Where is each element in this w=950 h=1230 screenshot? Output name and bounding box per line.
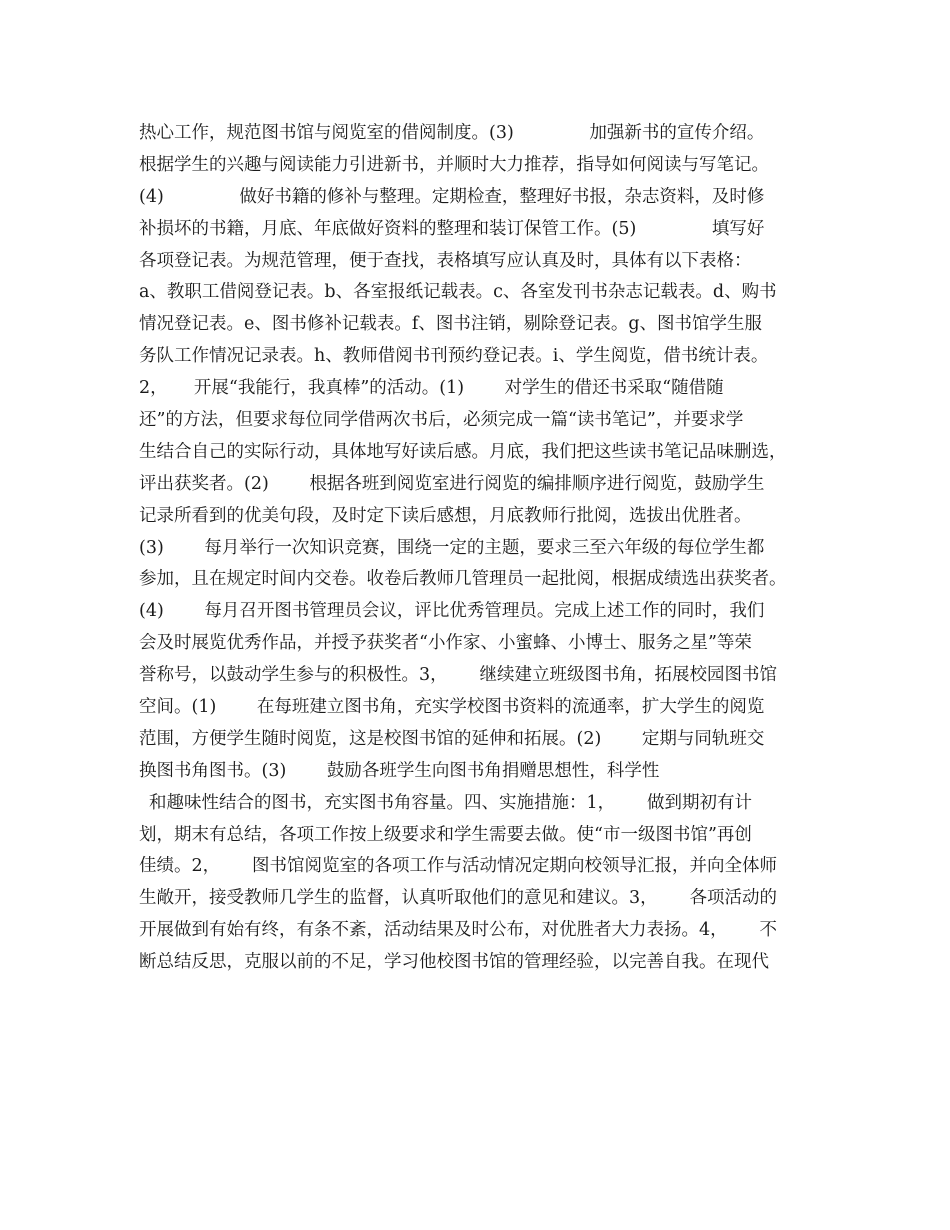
text-line: 佳绩。2， 图书馆阅览室的各项工作与活动情况定期向校领导汇报，并向全体师 xyxy=(139,856,777,877)
text-line: 根据学生的兴趣与阅读能力引进新书，并顺时大力推荐，指导如何阅读与写笔记。 xyxy=(139,154,769,175)
text-line: 评出获奖者。(2) 根据各班到阅览室进行阅览的编排顺序进行阅览，鼓励学生 xyxy=(139,473,765,494)
text-line: (4) 每月召开图书管理员会议，评比优秀管理员。完成上述工作的同时，我们 xyxy=(139,601,765,622)
text-line: 和趣味性结合的图书，充实图书角容量。四、实施措施：1， 做到期初有计 xyxy=(149,792,752,813)
text-line: 换图书角图书。(3) 鼓励各班学生向图书角捐赠思想性，科学性 xyxy=(139,760,660,781)
text-line: 情况登记表。e、图书修补记载表。f、图书注销，剔除登记表。g、图书馆学生服 xyxy=(139,314,763,335)
text-line: 生敞开，接受教师几学生的监督，认真听取他们的意见和建议。3， 各项活动的 xyxy=(139,888,777,909)
text-line: 热心工作，规范图书馆与阅览室的借阅制度。(3) 加强新书的宣传介绍。 xyxy=(139,123,765,143)
text-line: 补损坏的书籍，月底、年底做好资料的整理和装订保管工作。(5) 填写好 xyxy=(139,218,765,239)
text-line: 断总结反思，克服以前的不足，学习他校图书馆的管理经验，以完善自我。在现代 xyxy=(139,952,769,973)
text-line: 划，期末有总结，各项工作按上级要求和学生需要去做。使“市一级图书馆”再创 xyxy=(139,824,752,845)
text-line: 范围，方便学生随时阅览，这是校图书馆的延伸和拓展。(2) 定期与同轨班交 xyxy=(139,728,765,749)
text-line: 誉称号，以鼓动学生参与的积极性。3， 继续建立班级图书角，拓展校园图书馆 xyxy=(139,665,777,686)
text-line: 生结合自己的实际行动，具体地写好读后感。月底，我们把这些读书笔记品味删选， xyxy=(139,441,787,462)
text-line: 空间。(1) 在每班建立图书角，充实学校图书资料的流通率，扩大学生的阅览 xyxy=(139,697,765,718)
text-line: (4) 做好书籍的修补与整理。定期检查，整理好书报，杂志资料，及时修 xyxy=(139,186,765,207)
text-line: (3) 每月举行一次知识竞赛，围绕一定的主题，要求三至六年级的每位学生都 xyxy=(139,537,765,558)
text-line: 参加，且在规定时间内交卷。收卷后教师几管理员一起批阅，根据成绩选出获奖者。 xyxy=(139,569,787,590)
text-line: 各项登记表。为规范管理，便于查找，表格填写应认真及时，具体有以下表格： xyxy=(139,250,752,271)
text-line: 开展做到有始有终，有条不紊，活动结果及时公布，对优胜者大力表扬。4， 不 xyxy=(139,920,777,941)
text-line: 会及时展览优秀作品，并授予获奖者“小作家、小蜜蜂、小博士、服务之星”等荣 xyxy=(139,633,752,654)
document-body xyxy=(139,118,819,979)
text-line: 还”的方法，但要求每位同学借两次书后，必须完成一篇“读书笔记”，并要求学 xyxy=(139,410,744,431)
text-line: 2， 开展“我能行，我真棒”的活动。(1) 对学生的借还书采取“随借随 xyxy=(139,378,724,399)
text-line: 务队工作情况记录表。h、教师借阅书刊预约登记表。i、学生阅览，借书统计表。 xyxy=(139,346,769,367)
text-line: a、教职工借阅登记表。b、各室报纸记载表。c、各室发刊书杂志记载表。d、购书 xyxy=(139,282,777,303)
text-line: 记录所看到的优美句段，及时定下读后感想，月底教师行批阅，选拔出优胜者。 xyxy=(139,505,752,526)
